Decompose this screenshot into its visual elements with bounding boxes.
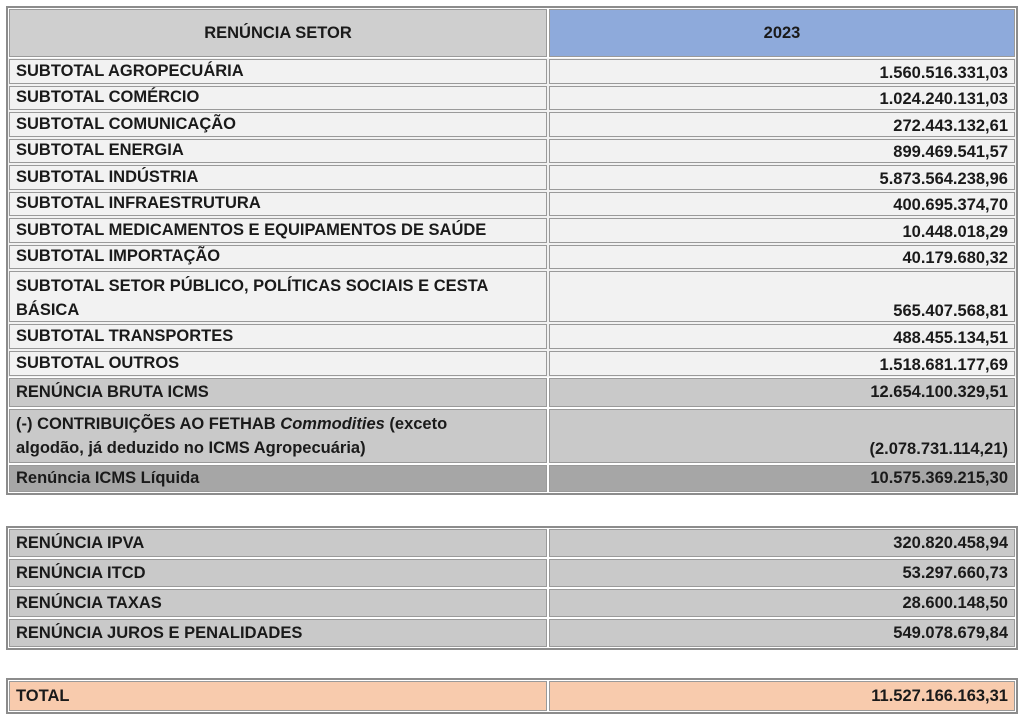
row-label: SUBTOTAL TRANSPORTES [9, 324, 547, 349]
row-label: SUBTOTAL MEDICAMENTOS E EQUIPAMENTOS DE SAÚDE [9, 218, 547, 243]
other-taxes-table [6, 526, 1018, 650]
table-row [8, 558, 1016, 588]
gross-icms-value: 12.654.100.329,51 [549, 378, 1015, 407]
table-row [8, 164, 1016, 191]
net-icms-label: Renúncia ICMS Líquida [9, 465, 547, 492]
fethab-label [9, 409, 547, 463]
total-label: TOTAL [9, 681, 547, 711]
table-row [8, 323, 1016, 350]
table-row [8, 588, 1016, 618]
row-value: 53.297.660,73 [549, 559, 1015, 587]
row-value: 40.179.680,32 [549, 245, 1015, 270]
total-row [8, 680, 1016, 712]
row-value: 1.518.681.177,69 [549, 351, 1015, 376]
fethab-label-line1: (-) CONTRIBUIÇÕES AO FETHAB Commodities (exceto [16, 414, 448, 433]
row-value: 549.078.679,84 [549, 619, 1015, 647]
fethab-label-line2: algodão, já deduzido no ICMS Agropecuária) [16, 438, 366, 457]
table-header [8, 8, 1016, 58]
row-value: 272.443.132,61 [549, 112, 1015, 137]
row-label: SUBTOTAL COMUNICAÇÃO [9, 112, 547, 137]
row-label [9, 271, 547, 322]
fethab-value: (2.078.731.114,21) [549, 409, 1015, 463]
table-row [8, 618, 1016, 648]
net-icms-row [8, 464, 1016, 493]
row-value: 565.407.568,81 [549, 271, 1015, 322]
table-row [8, 58, 1016, 85]
row-label: RENÚNCIA ITCD [9, 559, 547, 587]
row-value: 28.600.148,50 [549, 589, 1015, 617]
icms-table [6, 6, 1018, 495]
total-table [6, 678, 1018, 714]
table-row [8, 528, 1016, 558]
table-row [8, 191, 1016, 218]
row-value: 1.024.240.131,03 [549, 86, 1015, 111]
row-value: 1.560.516.331,03 [549, 59, 1015, 84]
header-sector: RENÚNCIA SETOR [9, 9, 547, 57]
row-label: SUBTOTAL IMPORTAÇÃO [9, 245, 547, 270]
table-row [8, 85, 1016, 112]
row-value: 5.873.564.238,96 [549, 165, 1015, 190]
row-value: 10.448.018,29 [549, 218, 1015, 243]
table-row [8, 138, 1016, 165]
header-year: 2023 [549, 9, 1015, 57]
row-label: RENÚNCIA TAXAS [9, 589, 547, 617]
fethab-row [8, 408, 1016, 464]
row-label-line2: BÁSICA [16, 301, 80, 319]
table-row [8, 111, 1016, 138]
row-label: SUBTOTAL INFRAESTRUTURA [9, 192, 547, 217]
table-row [8, 270, 1016, 323]
gross-icms-row [8, 377, 1016, 408]
row-label: SUBTOTAL ENERGIA [9, 139, 547, 164]
table-row [8, 244, 1016, 271]
row-value: 899.469.541,57 [549, 139, 1015, 164]
row-label: SUBTOTAL INDÚSTRIA [9, 165, 547, 190]
row-label: SUBTOTAL COMÉRCIO [9, 86, 547, 111]
table-row [8, 350, 1016, 377]
row-label: SUBTOTAL OUTROS [9, 351, 547, 376]
gross-icms-label: RENÚNCIA BRUTA ICMS [9, 378, 547, 407]
net-icms-value: 10.575.369.215,30 [549, 465, 1015, 492]
row-label: RENÚNCIA IPVA [9, 529, 547, 557]
row-label-line1: SUBTOTAL SETOR PÚBLICO, POLÍTICAS SOCIAIS E CESTA [16, 277, 489, 295]
table-row [8, 217, 1016, 244]
row-value: 488.455.134,51 [549, 324, 1015, 349]
row-label: RENÚNCIA JUROS E PENALIDADES [9, 619, 547, 647]
row-value: 400.695.374,70 [549, 192, 1015, 217]
row-value: 320.820.458,94 [549, 529, 1015, 557]
row-label: SUBTOTAL AGROPECUÁRIA [9, 59, 547, 84]
total-value: 11.527.166.163,31 [549, 681, 1015, 711]
